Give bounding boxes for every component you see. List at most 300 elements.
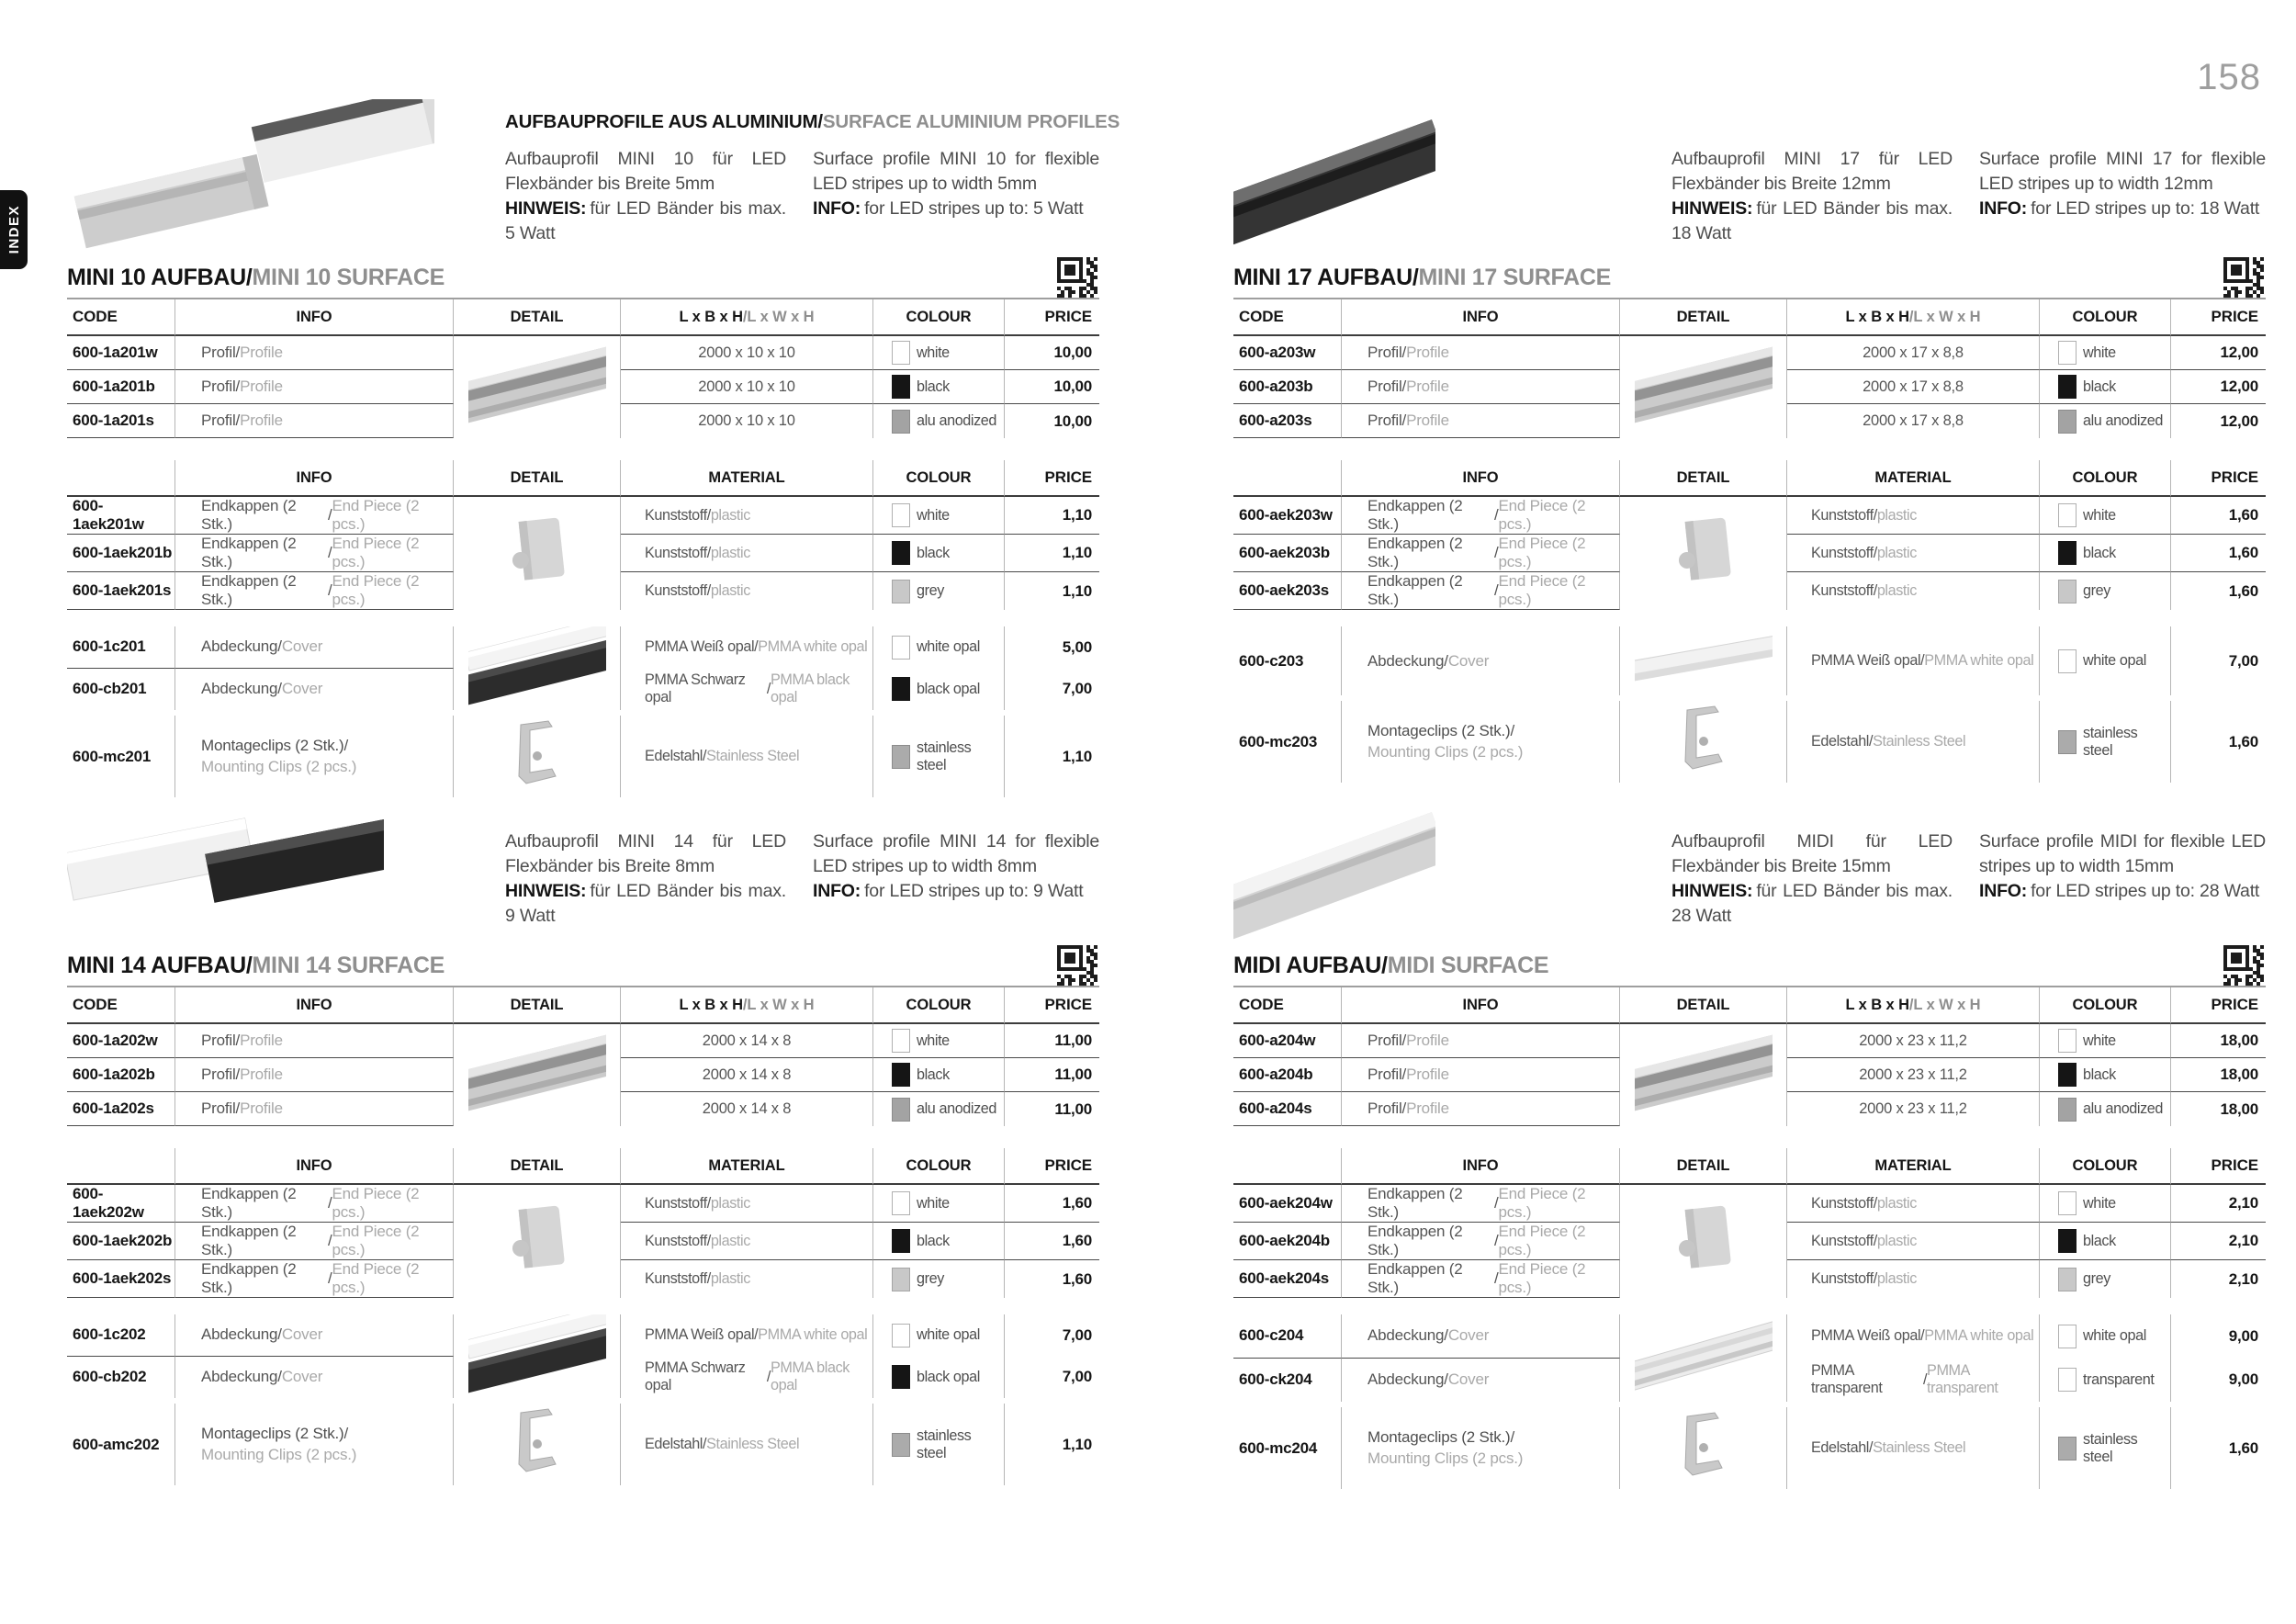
colour-swatch-black-opal	[892, 1365, 910, 1389]
price-cell	[2171, 404, 2266, 438]
section-titlebar	[1233, 953, 2266, 982]
section-mini17	[1233, 55, 2266, 792]
colour-swatch-white-opal	[892, 636, 910, 660]
material-en: PMMA transparent	[1927, 1362, 1998, 1397]
product-table-clips	[67, 1404, 1099, 1485]
dims-value: 2000 x 14 x 8	[702, 1066, 792, 1083]
column-header-detail	[1620, 460, 1787, 497]
material-de: Edelstahl	[645, 1436, 703, 1452]
info-cell: Profil / Profile	[175, 1058, 454, 1092]
info-cell: Montageclips (2 Stk.)/ Mounting Clips (2 pcs.)	[1342, 701, 1620, 783]
info-cell: Profil / Profile	[175, 1024, 454, 1058]
detail-thumbnail-clip	[1674, 701, 1733, 783]
material-cell: Kunststoff / plastic	[1787, 1260, 2040, 1298]
colour-cell	[2040, 1058, 2171, 1092]
section-title	[67, 265, 1099, 291]
info-cell: Endkappen (2 Stk.) / End Piece (2 pcs.)	[1342, 572, 1620, 610]
material-de: PMMA Schwarz opal	[645, 671, 746, 706]
price-cell	[2171, 336, 2266, 370]
info-de: Profil	[1367, 412, 1402, 429]
colour-swatch-white-opal	[892, 1324, 910, 1348]
note-label: INFO:	[1979, 881, 2028, 901]
colour-cell	[873, 1024, 1005, 1058]
dims-header-de: L x B x H	[679, 308, 743, 325]
material-en: Stainless Steel	[1873, 733, 1966, 750]
dims-value: 2000 x 23 x 11,2	[1859, 1100, 1967, 1117]
dims-header-de: L x B x H	[1845, 996, 1909, 1013]
price-value: 7,00	[2228, 651, 2258, 670]
code-cell	[67, 535, 175, 572]
column-header-code-label: CODE	[1239, 308, 1284, 325]
price-value: 11,00	[1054, 1032, 1092, 1049]
description-english-note	[813, 197, 1099, 221]
product-code: 600-1a201s	[73, 412, 154, 429]
column-header-price-label: PRICE	[2211, 1156, 2258, 1174]
colour-label: grey	[2083, 582, 2110, 599]
info-de: Endkappen (2 Stk.)	[1367, 1260, 1463, 1296]
colour-swatch-grey	[2058, 580, 2077, 603]
column-header-code	[67, 1148, 175, 1185]
colour-swatch-white-opal	[2058, 649, 2077, 673]
detail-cell	[454, 1404, 621, 1485]
price-value: 7,00	[1062, 680, 1092, 698]
product-code: 600-1a201w	[73, 344, 158, 361]
colour-label: stainless steel	[2083, 1430, 2138, 1465]
info-de: Endkappen (2 Stk.)	[201, 535, 297, 570]
colour-swatch-white	[892, 503, 910, 527]
detail-thumbnail-covers-dark	[468, 1314, 606, 1398]
material-cell: Edelstahl / Stainless Steel	[621, 1404, 873, 1485]
info-cell: Endkappen (2 Stk.) / End Piece (2 pcs.)	[175, 572, 454, 610]
column-header-info	[1342, 987, 1620, 1024]
detail-thumbnail-clip	[508, 716, 567, 797]
code-cell	[67, 404, 175, 438]
note-label: HINWEIS:	[505, 198, 587, 219]
colour-label: black	[2083, 378, 2116, 395]
colour-label: alu anodized	[917, 412, 997, 429]
colour-cell	[873, 1185, 1005, 1223]
colour-cell	[873, 404, 1005, 438]
section-intro	[1233, 792, 2266, 953]
column-header-detail-label: DETAIL	[510, 1156, 564, 1174]
detail-cell	[454, 336, 621, 438]
column-header-price	[1005, 460, 1099, 497]
column-header-price	[2171, 987, 2266, 1024]
price-value: 9,00	[2228, 1326, 2258, 1345]
column-header-colour-label: COLOUR	[906, 468, 972, 486]
detail-cell	[1620, 701, 1787, 783]
colour-swatch-white	[892, 1191, 910, 1215]
product-table-endcaps	[67, 460, 1099, 610]
info-en: Mounting Clips (2 pcs.)	[1367, 742, 1524, 761]
material-en: plastic	[1876, 1194, 1917, 1212]
note-label: HINWEIS:	[1671, 198, 1753, 219]
detail-cell	[454, 626, 621, 710]
info-en: End Piece (2 pcs.)	[332, 497, 420, 533]
product-table-profile	[67, 987, 1099, 1126]
colour-label: white	[917, 506, 950, 524]
info-de: Profil	[201, 412, 236, 429]
product-code: 600-c203	[1239, 651, 1304, 670]
material-de: Kunststoff	[1811, 1194, 1874, 1212]
colour-label: grey	[2083, 1270, 2110, 1287]
description-english-body	[813, 829, 1099, 879]
column-header-material-label: MATERIAL	[1874, 468, 1952, 486]
colour-swatch-alu-anodized	[892, 1098, 910, 1122]
description-german	[505, 147, 786, 246]
colour-swatch-white	[2058, 1029, 2077, 1053]
column-header-detail-label: DETAIL	[510, 996, 564, 1013]
column-header-price-label: PRICE	[1044, 1156, 1092, 1174]
description-german-note	[1671, 879, 1953, 929]
product-table-covers	[67, 626, 1099, 710]
section-title-de: MINI 14 AUFBAU/	[67, 953, 253, 978]
header-title-de: AUFBAUPROFILE AUS ALUMINIUM/	[505, 111, 823, 132]
page-header-title	[505, 111, 1120, 133]
product-photo	[1233, 792, 1435, 948]
info-en: End Piece (2 pcs.)	[1498, 1260, 1586, 1296]
info-en: Profile	[1406, 1066, 1449, 1083]
material-en: plastic	[710, 1232, 750, 1249]
column-header-info-label: INFO	[296, 308, 332, 325]
code-cell	[67, 336, 175, 370]
info-de: Montageclips (2 Stk.)	[201, 1424, 344, 1442]
colour-cell	[873, 1404, 1005, 1485]
product-code: 600-1aek202s	[73, 1269, 172, 1287]
colour-label: white	[2083, 1194, 2116, 1212]
material-en: plastic	[1876, 544, 1917, 561]
material-de: Kunststoff	[1811, 582, 1874, 599]
desc-body: Aufbauprofil MIDI für LED Flexbänder bis Breite 15mm	[1671, 831, 1953, 876]
price-cell	[1005, 1404, 1099, 1485]
info-en: Profile	[1406, 344, 1449, 361]
price-cell	[1005, 1314, 1099, 1357]
price-value: 1,60	[2228, 732, 2258, 750]
column-header-detail	[454, 460, 621, 497]
dims-header-en: L x W x H	[747, 996, 815, 1013]
product-photo	[67, 792, 384, 920]
info-de: Endkappen (2 Stk.)	[201, 1260, 297, 1296]
product-code: 600-1a202s	[73, 1100, 154, 1117]
code-cell	[67, 1314, 175, 1357]
detail-cell	[1620, 1407, 1787, 1489]
product-code: 600-1a202w	[73, 1032, 158, 1049]
price-cell	[1005, 669, 1099, 711]
info-cell: Montageclips (2 Stk.)/ Mounting Clips (2 pcs.)	[175, 1404, 454, 1485]
column-header-code	[67, 460, 175, 497]
material-en: PMMA black opal	[771, 1359, 850, 1394]
info-cell: Profil / Profile	[1342, 1058, 1620, 1092]
product-code: 600-aek203w	[1239, 506, 1333, 524]
column-header-detail-label: DETAIL	[1676, 308, 1730, 325]
price-cell	[1005, 1185, 1099, 1223]
column-header-dims: L x B x H / L x W x H	[1787, 299, 2040, 336]
info-cell: Endkappen (2 Stk.) / End Piece (2 pcs.)	[1342, 497, 1620, 535]
colour-label: white opal	[2083, 652, 2146, 669]
material-de: Kunststoff	[1811, 1232, 1874, 1249]
code-cell	[67, 1058, 175, 1092]
note-text: for LED stripes up to: 5 Watt	[864, 198, 1084, 219]
info-en: End Piece (2 pcs.)	[1498, 535, 1586, 570]
info-en: End Piece (2 pcs.)	[1498, 497, 1586, 533]
detail-cell	[454, 1185, 621, 1298]
product-code: 600-1aek201s	[73, 581, 172, 599]
dims-value: 2000 x 23 x 11,2	[1859, 1032, 1967, 1049]
material-cell: Edelstahl / Stainless Steel	[1787, 701, 2040, 783]
material-de: Kunststoff	[645, 582, 707, 599]
description-english-note	[1979, 197, 2266, 221]
info-en: Profile	[240, 344, 283, 361]
code-cell	[1233, 1024, 1342, 1058]
colour-label: white	[2083, 1032, 2116, 1049]
price-value: 1,60	[2228, 581, 2258, 600]
note-label: HINWEIS:	[1671, 881, 1753, 901]
info-en: Profile	[1406, 1032, 1449, 1049]
colour-label: alu anodized	[2083, 412, 2164, 429]
material-de: PMMA Weiß opal	[645, 638, 755, 656]
price-value: 1,60	[2228, 506, 2258, 524]
detail-thumbnail-endcap	[1668, 509, 1739, 598]
column-header-code	[1233, 987, 1342, 1024]
material-de: Kunststoff	[645, 544, 707, 561]
product-code: 600-ck204	[1239, 1370, 1312, 1389]
price-value: 11,00	[1054, 1066, 1092, 1083]
code-cell	[1233, 404, 1342, 438]
detail-cell	[454, 716, 621, 797]
price-cell	[2171, 1223, 2266, 1260]
colour-label: black	[917, 378, 950, 395]
description-german-note	[505, 879, 786, 929]
info-de: Profil	[201, 378, 236, 395]
column-header-price-label: PRICE	[2211, 996, 2258, 1013]
info-de: Profil	[201, 344, 236, 361]
info-en: Profile	[1406, 378, 1449, 395]
info-cell: Endkappen (2 Stk.) / End Piece (2 pcs.)	[1342, 1185, 1620, 1223]
description-german-body	[1671, 829, 1953, 879]
product-code: 600-a203w	[1239, 344, 1316, 361]
info-en: Mounting Clips (2 pcs.)	[201, 757, 357, 775]
code-cell	[67, 1223, 175, 1260]
code-cell	[67, 1092, 175, 1126]
dims-value: 2000 x 14 x 8	[702, 1100, 792, 1117]
product-code: 600-a203b	[1239, 378, 1313, 395]
info-en: Cover	[281, 637, 323, 656]
column-header-dims: L x B x H / L x W x H	[621, 299, 873, 336]
colour-cell	[873, 1357, 1005, 1399]
colour-label: black opal	[917, 680, 980, 697]
description-english-note	[1979, 879, 2266, 904]
price-cell	[2171, 1314, 2266, 1359]
colour-label: stainless steel	[917, 739, 972, 773]
dims-cell	[621, 1024, 873, 1058]
index-tab[interactable]	[0, 190, 28, 269]
detail-cell	[1620, 497, 1787, 610]
info-de: Profil	[201, 1066, 236, 1083]
description-german-body	[1671, 147, 1953, 197]
product-code: 600-mc204	[1239, 1438, 1318, 1457]
info-en: End Piece (2 pcs.)	[332, 1223, 420, 1258]
product-code: 600-a204w	[1239, 1032, 1316, 1049]
column-header-info	[1342, 460, 1620, 497]
info-de: Profil	[1367, 344, 1402, 361]
bottom-row	[67, 792, 2266, 1489]
code-cell	[1233, 1058, 1342, 1092]
product-code: 600-aek204b	[1239, 1232, 1330, 1249]
info-en: End Piece (2 pcs.)	[1498, 1185, 1586, 1221]
info-de: Endkappen (2 Stk.)	[1367, 497, 1463, 533]
material-cell: Kunststoff / plastic	[621, 535, 873, 572]
code-cell	[67, 1185, 175, 1223]
description-german-note	[1671, 197, 1953, 246]
detail-cell	[1620, 1185, 1787, 1298]
column-header-detail-label: DETAIL	[510, 308, 564, 325]
note-text: for LED stripes up to: 18 Watt	[2031, 198, 2260, 219]
info-cell: Abdeckung / Cover	[1342, 626, 1620, 695]
detail-thumbnail-profile	[1635, 1029, 1773, 1122]
info-cell: Profil / Profile	[1342, 370, 1620, 404]
dims-cell	[1787, 1024, 2040, 1058]
product-table-endcaps	[1233, 460, 2266, 610]
dims-cell	[1787, 1092, 2040, 1126]
product-code: 600-aek204s	[1239, 1269, 1330, 1287]
colour-label: black	[2083, 1066, 2116, 1083]
price-cell	[2171, 1058, 2266, 1092]
price-cell	[1005, 1024, 1099, 1058]
info-en: Profile	[240, 378, 283, 395]
info-cell: Abdeckung / Cover	[175, 669, 454, 711]
description-english	[1979, 829, 2266, 904]
column-header-material-label: MATERIAL	[1874, 1156, 1952, 1174]
section-titlebar	[67, 265, 1099, 294]
section-mini14	[67, 792, 1099, 1489]
info-cell: Endkappen (2 Stk.) / End Piece (2 pcs.)	[175, 1185, 454, 1223]
product-code: 600-mc203	[1239, 732, 1318, 750]
info-en: Cover	[1447, 1370, 1490, 1389]
info-en: Cover	[1447, 1326, 1490, 1345]
info-de: Abdeckung	[1367, 1326, 1445, 1345]
price-value: 1,10	[1062, 506, 1092, 524]
price-cell	[1005, 572, 1099, 610]
material-de: Kunststoff	[1811, 1270, 1874, 1287]
price-value: 7,00	[1062, 1368, 1092, 1386]
material-de: Kunststoff	[1811, 506, 1874, 524]
note-text: for LED stripes up to: 28 Watt	[2031, 881, 2260, 901]
column-header-colour-label: COLOUR	[906, 996, 972, 1013]
price-cell	[2171, 572, 2266, 610]
column-header-info	[1342, 1148, 1620, 1185]
colour-label: black	[2083, 1232, 2116, 1249]
info-en: Profile	[240, 1100, 283, 1117]
note-text: für LED Bänder bis max. 18 Watt	[1671, 198, 1953, 243]
product-code: 600-a204b	[1239, 1066, 1313, 1083]
dims-cell	[621, 1058, 873, 1092]
dims-value: 2000 x 10 x 10	[698, 378, 795, 395]
colour-label: white	[917, 344, 950, 361]
column-header-info-label: INFO	[1462, 996, 1499, 1013]
colour-swatch-alu-anodized	[2058, 1098, 2077, 1122]
colour-cell	[2040, 1407, 2171, 1489]
colour-cell	[873, 370, 1005, 404]
colour-label: black	[917, 1066, 950, 1083]
colour-swatch-white	[2058, 503, 2077, 527]
column-header-colour	[2040, 299, 2171, 336]
description-german	[1671, 147, 1953, 246]
column-header-info-label: INFO	[1462, 1156, 1499, 1174]
product-table-covers	[1233, 1314, 2266, 1402]
code-cell	[67, 572, 175, 610]
info-de: Endkappen (2 Stk.)	[1367, 1223, 1463, 1258]
product-code: 600-1aek201w	[73, 497, 144, 533]
info-cell: Profil / Profile	[175, 1092, 454, 1126]
top-row	[67, 55, 2266, 792]
detail-thumbnail-covers-dark	[468, 626, 606, 710]
product-code: 600-1aek201b	[73, 544, 173, 561]
code-cell	[67, 497, 175, 535]
colour-label: black opal	[917, 1368, 980, 1385]
colour-cell	[2040, 1359, 2171, 1403]
info-de: Endkappen (2 Stk.)	[201, 1223, 297, 1258]
note-text: für LED Bänder bis max. 28 Watt	[1671, 881, 1953, 926]
colour-swatch-alu-anodized	[2058, 410, 2077, 434]
code-cell	[67, 626, 175, 669]
section-title	[1233, 953, 2266, 979]
info-en: Profile	[240, 412, 283, 429]
description-english-body	[813, 147, 1099, 197]
section-mini10	[67, 55, 1120, 792]
material-cell: Kunststoff / plastic	[621, 1223, 873, 1260]
column-header-colour-label: COLOUR	[906, 1156, 972, 1174]
detail-cell	[1620, 1314, 1787, 1402]
section-titlebar	[67, 953, 1099, 982]
desc-body: Aufbauprofil MINI 14 für LED Flexbänder bis Breite 8mm	[505, 831, 786, 876]
info-de: Abdeckung	[201, 680, 278, 698]
section-title-de: MINI 17 AUFBAU/	[1233, 265, 1419, 290]
info-de: Abdeckung	[201, 1325, 278, 1344]
detail-cell	[454, 497, 621, 610]
colour-swatch-grey	[2058, 1268, 2077, 1291]
note-label: INFO:	[1979, 198, 2028, 219]
column-header-price-label: PRICE	[1044, 468, 1092, 486]
price-value: 11,00	[1054, 1100, 1092, 1118]
price-cell	[2171, 1185, 2266, 1223]
column-header-price-label: PRICE	[2211, 468, 2258, 486]
colour-swatch-black-opal	[892, 677, 910, 701]
price-cell	[1005, 716, 1099, 797]
info-de: Montageclips (2 Stk.)	[1367, 721, 1511, 739]
section-midi	[1233, 792, 2266, 1489]
colour-label: white opal	[917, 638, 980, 656]
description-english	[813, 147, 1099, 221]
code-cell	[1233, 370, 1342, 404]
material-cell: Kunststoff / plastic	[1787, 1223, 2040, 1260]
column-header-code	[67, 987, 175, 1024]
price-value: 12,00	[2220, 412, 2258, 430]
material-cell: PMMA Weiß opal / PMMA white opal	[621, 626, 873, 669]
product-code: 600-1a202b	[73, 1066, 155, 1083]
material-en: plastic	[1876, 1232, 1917, 1249]
dims-value: 2000 x 17 x 8,8	[1863, 378, 1964, 395]
colour-swatch-black	[2058, 541, 2077, 565]
header-title-en: SURFACE ALUMINIUM PROFILES	[822, 111, 1120, 132]
info-de: Montageclips (2 Stk.)	[1367, 1427, 1511, 1446]
detail-cell	[1620, 626, 1787, 695]
colour-label: white	[917, 1032, 950, 1049]
section-title	[1233, 265, 2266, 291]
column-header-price	[1005, 987, 1099, 1024]
column-header-code	[67, 299, 175, 336]
colour-cell	[2040, 701, 2171, 783]
colour-swatch-black	[892, 541, 910, 565]
